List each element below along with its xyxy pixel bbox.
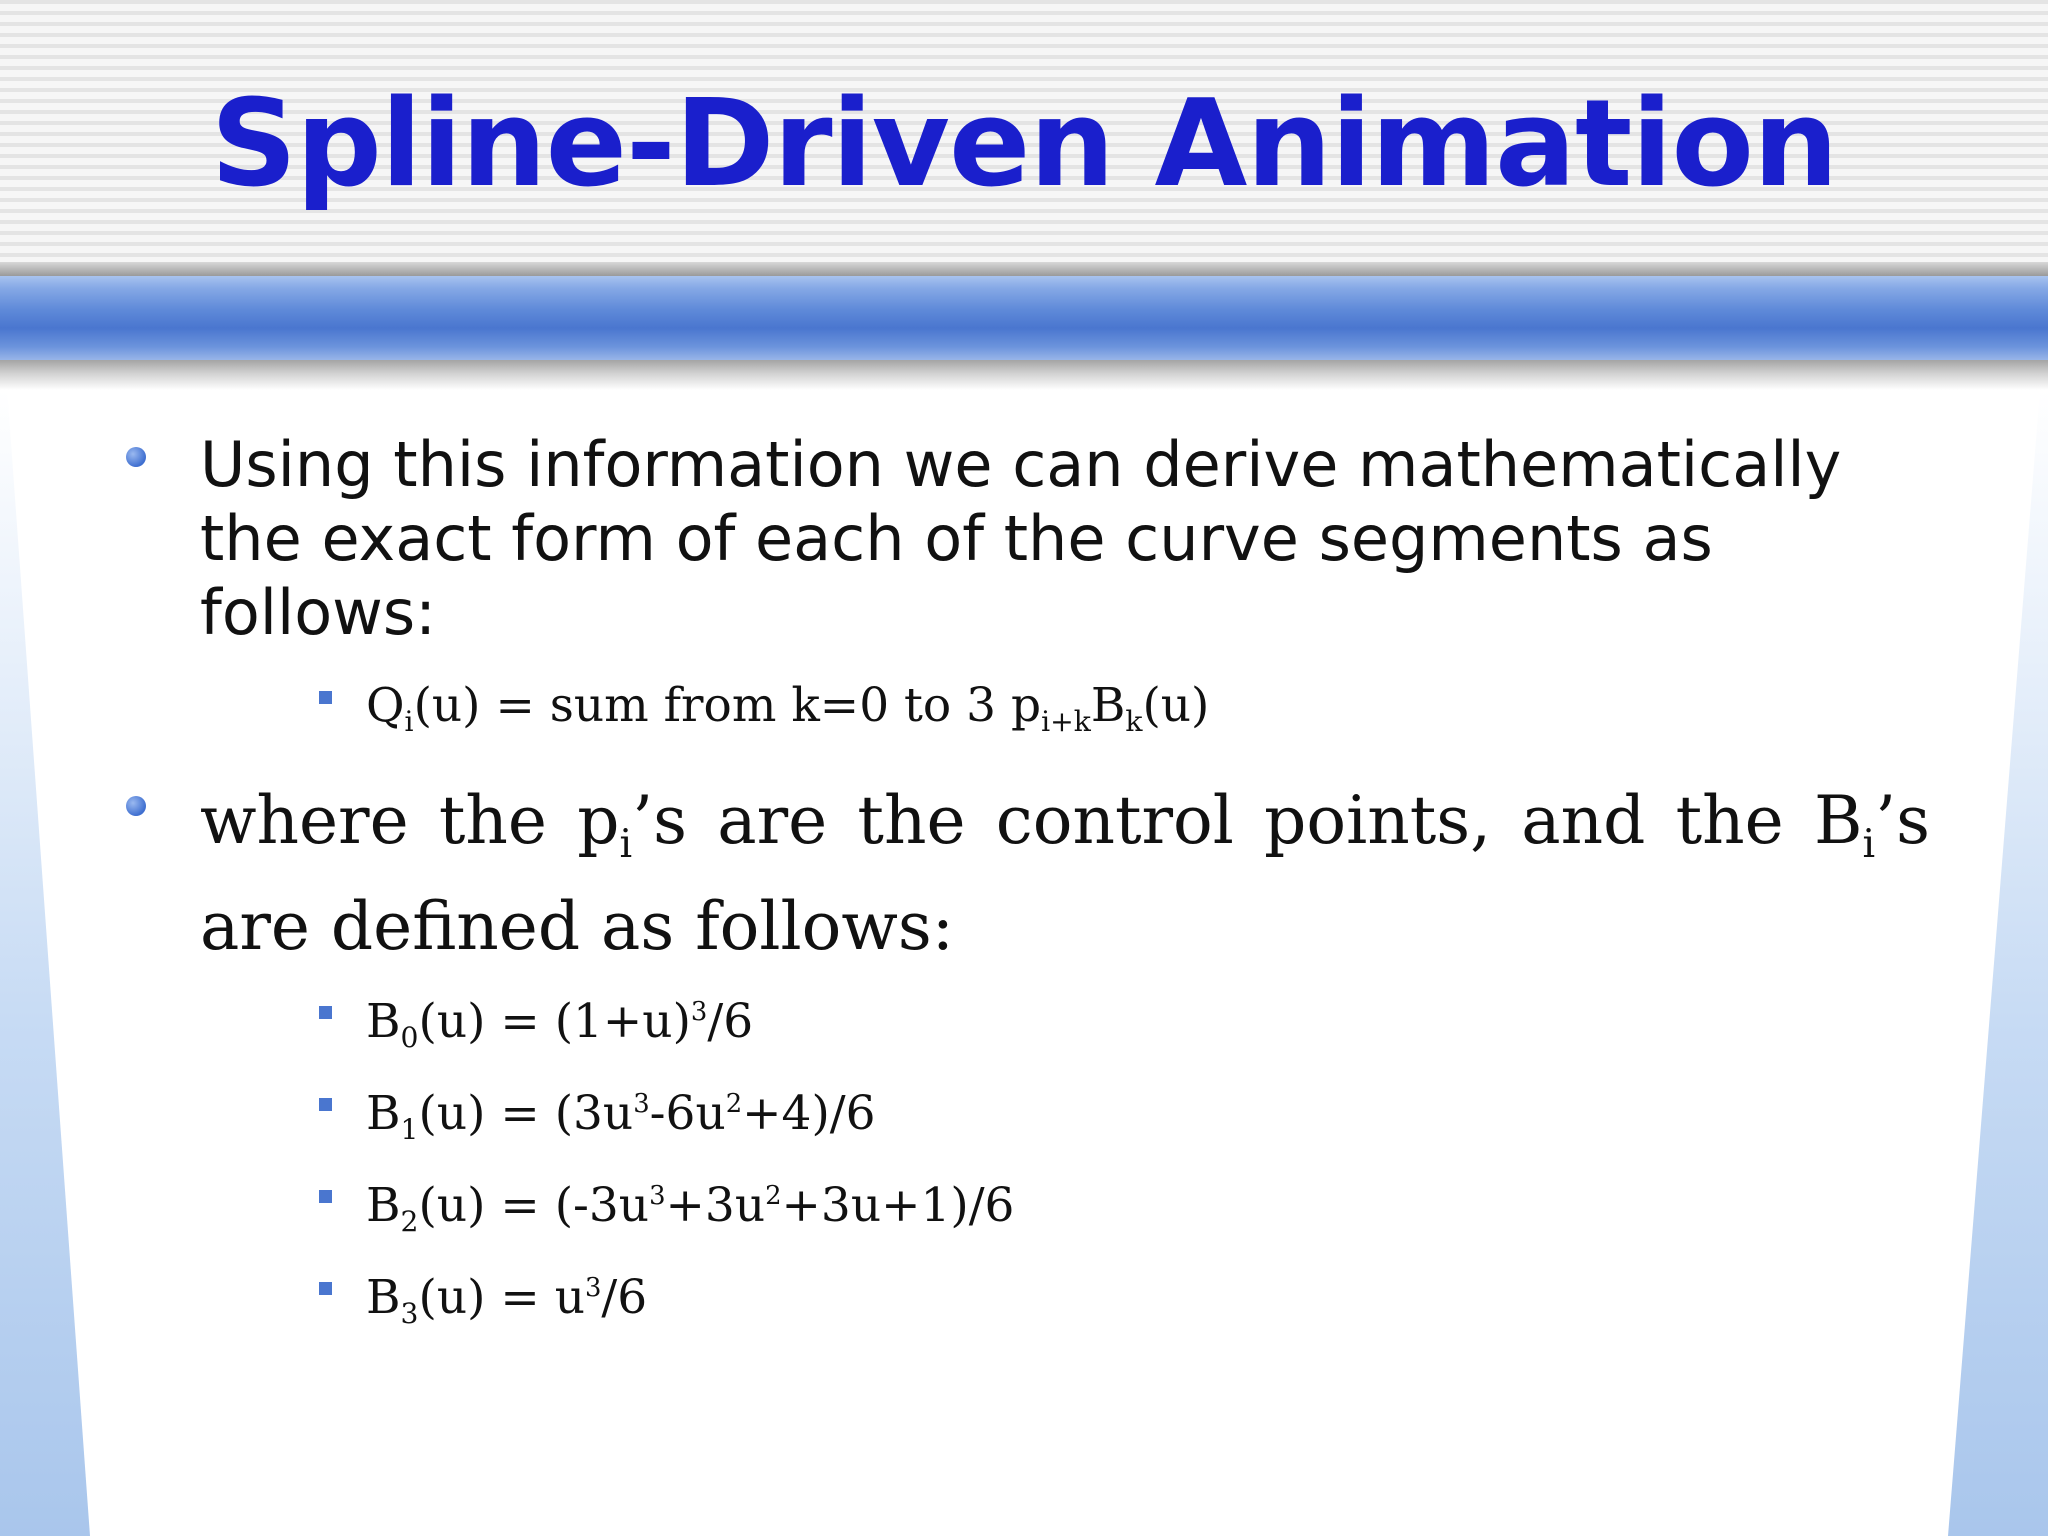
basis-formula-b1 bbox=[366, 1084, 876, 1144]
bullet-1-text: Using this information we can derive mathematically the exact form of each of the curve segments as follows: bbox=[200, 428, 1842, 649]
square-bullet-icon bbox=[319, 1190, 332, 1203]
q-formula bbox=[366, 676, 1209, 736]
p-subscript: i+k bbox=[1041, 704, 1091, 738]
left-side-decoration bbox=[0, 390, 90, 1536]
bullet-2-part-3: ’s are defined as follows: bbox=[200, 782, 1930, 965]
basis-index: 1 bbox=[400, 1112, 419, 1146]
basis-symbol: B bbox=[366, 994, 401, 1049]
b-symbol: B bbox=[1090, 678, 1126, 733]
basis-index: 0 bbox=[400, 1020, 419, 1054]
square-bullet-icon bbox=[319, 1006, 332, 1019]
b-subscript: k bbox=[1125, 704, 1143, 738]
basis-symbol: B bbox=[366, 1178, 401, 1233]
basis-symbol: B bbox=[366, 1270, 401, 1325]
basis-formula-b0 bbox=[366, 992, 753, 1052]
exponent: 3 bbox=[649, 1181, 666, 1212]
basis-symbol: B bbox=[366, 1086, 401, 1141]
bullet-2-part-1: where the p bbox=[200, 782, 620, 859]
q-formula-middle: (u) = sum from k=0 to 3 p bbox=[413, 678, 1042, 733]
formula-text: (u) = (3u bbox=[418, 1086, 634, 1141]
q-subscript: i bbox=[404, 704, 414, 738]
q-formula-end: (u) bbox=[1142, 678, 1210, 733]
formula-text: +3u bbox=[665, 1178, 766, 1233]
bullet-2-sub-1: i bbox=[619, 820, 633, 867]
formula-text: /6 bbox=[707, 994, 754, 1049]
header-blue-bar bbox=[0, 276, 2048, 360]
bullet-dot-icon bbox=[126, 447, 146, 467]
q-symbol: Q bbox=[366, 678, 405, 733]
bullet-2-part-2: ’s are the control points, and the B bbox=[632, 782, 1863, 859]
formula-text: (u) = (-3u bbox=[418, 1178, 650, 1233]
exponent: 3 bbox=[690, 997, 708, 1028]
exponent: 3 bbox=[633, 1089, 650, 1120]
formula-text: -6u bbox=[649, 1086, 726, 1141]
basis-formula-b2 bbox=[366, 1176, 1014, 1236]
square-bullet-icon bbox=[319, 691, 332, 704]
bullet-2-sub-2: i bbox=[1862, 820, 1876, 867]
basis-index: 2 bbox=[400, 1204, 419, 1238]
header-shadow bbox=[0, 262, 2048, 276]
right-side-decoration bbox=[1948, 390, 2048, 1536]
bullet-2-text bbox=[200, 768, 1930, 980]
exponent: 2 bbox=[765, 1181, 782, 1212]
basis-formula-b3 bbox=[366, 1268, 647, 1328]
square-bullet-icon bbox=[319, 1282, 332, 1295]
formula-text: (u) = (1+u) bbox=[418, 994, 691, 1049]
basis-index: 3 bbox=[400, 1296, 419, 1330]
bullet-dot-icon bbox=[126, 796, 146, 816]
formula-text: (u) = u bbox=[418, 1270, 585, 1325]
exponent: 3 bbox=[584, 1273, 602, 1304]
formula-text: +4)/6 bbox=[742, 1086, 876, 1141]
header-under-shadow bbox=[0, 360, 2048, 390]
square-bullet-icon bbox=[319, 1098, 332, 1111]
formula-text: /6 bbox=[601, 1270, 648, 1325]
slide-title: Spline-Driven Animation bbox=[210, 75, 1838, 214]
formula-text: +3u+1)/6 bbox=[781, 1178, 1015, 1233]
exponent: 2 bbox=[725, 1089, 743, 1120]
